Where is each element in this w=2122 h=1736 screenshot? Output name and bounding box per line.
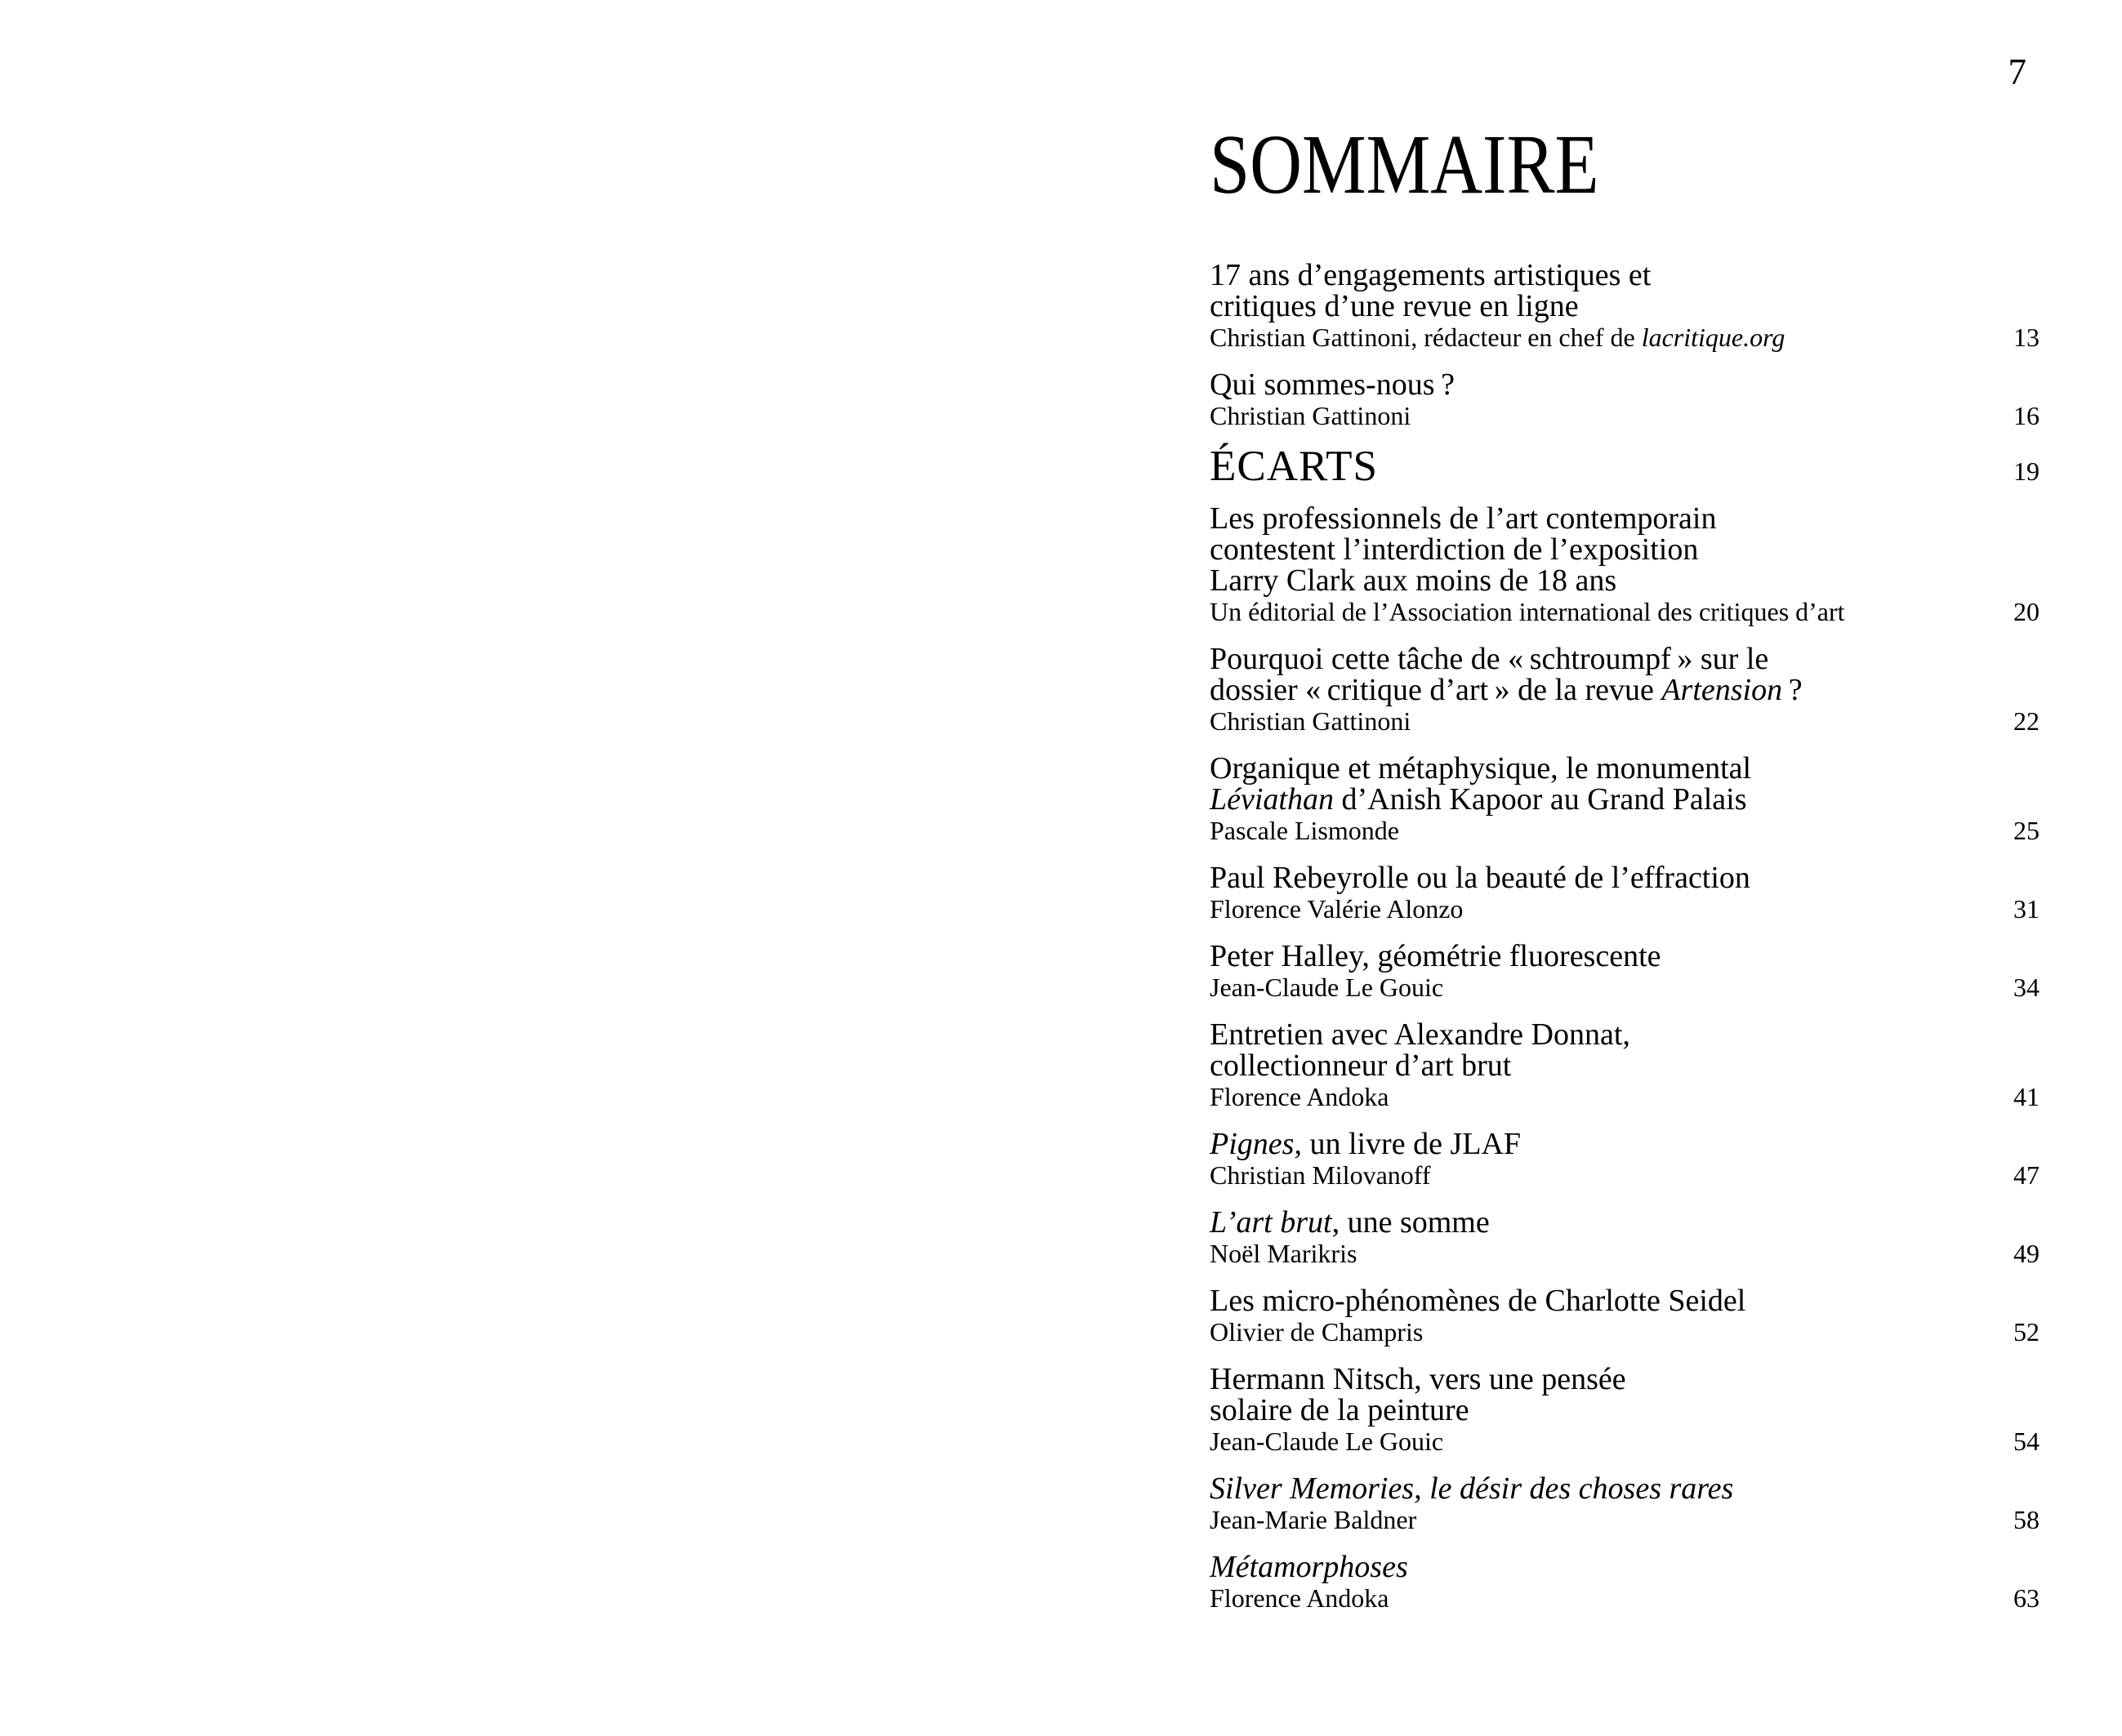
entry-title bbox=[1210, 1019, 2040, 1081]
toc-entries bbox=[1210, 260, 2040, 1614]
title-italic-segment: Métamorphoses bbox=[1210, 1550, 1408, 1584]
section-title-segment: ÉCARTS bbox=[1210, 443, 1379, 490]
entry-title bbox=[1210, 1364, 2040, 1426]
entry-title bbox=[1210, 941, 2040, 972]
entry-title bbox=[1210, 1551, 2040, 1582]
toc-entry bbox=[1210, 503, 2040, 627]
title-segment: 17 ans d’engagements artistiques et bbox=[1210, 258, 1652, 292]
entry-author bbox=[1210, 893, 1463, 924]
author-segment: Pascale Lismonde bbox=[1210, 816, 1399, 845]
title-italic-segment: Silver Memories, le désir des choses rares bbox=[1210, 1471, 1734, 1506]
entry-meta-row bbox=[1210, 706, 2040, 737]
entry-page-number: 16 bbox=[2013, 401, 2040, 430]
title-segment: contestent l’interdiction de l’exposition bbox=[1210, 532, 1699, 567]
page-title: SOMMAIRE bbox=[1210, 118, 1599, 211]
entry-title-line bbox=[1210, 1019, 2040, 1050]
entry-page-number: 63 bbox=[2013, 1583, 2040, 1613]
entry-title-line bbox=[1210, 643, 2040, 674]
entry-author bbox=[1210, 1426, 1443, 1457]
entry-author bbox=[1210, 1081, 1389, 1112]
author-segment: Florence Andoka bbox=[1210, 1082, 1389, 1111]
page-number-folio: 7 bbox=[2008, 51, 2026, 92]
title-segment: Larry Clark aux moins de 18 ans bbox=[1210, 563, 1617, 598]
author-segment: Jean-Marie Baldner bbox=[1210, 1505, 1417, 1534]
entry-page-number: 25 bbox=[2013, 816, 2040, 845]
entry-author bbox=[1210, 972, 1443, 1003]
title-segment: collectionneur d’art brut bbox=[1210, 1048, 1512, 1083]
author-segment: Olivier de Champris bbox=[1210, 1317, 1424, 1347]
title-segment: Organique et métaphysique, le monumental bbox=[1210, 751, 1752, 786]
title-segment: Les micro-phénomènes de Charlotte Seidel bbox=[1210, 1284, 1746, 1318]
entry-meta-row bbox=[1210, 322, 2040, 353]
entry-title bbox=[1210, 643, 2040, 706]
entry-title-line bbox=[1210, 1551, 2040, 1582]
entry-page-number: 58 bbox=[2013, 1505, 2040, 1534]
author-segment: Un éditorial de l’Association international des critiques d’art bbox=[1210, 597, 1845, 626]
title-segment: dossier « critique d’art » de la revue bbox=[1210, 673, 1662, 707]
entry-meta-row bbox=[1210, 815, 2040, 846]
title-segment: Hermann Nitsch, vers une pensée bbox=[1210, 1362, 1626, 1396]
author-italic-segment: lacritique.org bbox=[1641, 323, 1785, 352]
entry-title-line bbox=[1210, 674, 2040, 706]
author-segment: Christian Milovanoff bbox=[1210, 1160, 1431, 1190]
entry-author bbox=[1210, 322, 1785, 353]
toc-section-entry bbox=[1210, 443, 2040, 490]
entry-page-number: 20 bbox=[2013, 597, 2040, 626]
entry-meta-row bbox=[1210, 1504, 2040, 1535]
toc-entry bbox=[1210, 1364, 2040, 1457]
entry-page-number: 47 bbox=[2013, 1160, 2040, 1190]
entry-author bbox=[1210, 1316, 1423, 1347]
entry-title bbox=[1210, 1128, 2040, 1160]
entry-page-number: 31 bbox=[2013, 894, 2040, 924]
entry-title bbox=[1210, 753, 2040, 815]
toc-entry bbox=[1210, 1019, 2040, 1112]
title-segment: Pourquoi cette tâche de « schtroumpf » sur le bbox=[1210, 642, 1769, 676]
entry-title bbox=[1210, 503, 2040, 596]
entry-title-line bbox=[1210, 1207, 2040, 1238]
author-segment: Christian Gattinoni, rédacteur en chef de bbox=[1210, 323, 1642, 352]
entry-title-line bbox=[1210, 534, 2040, 565]
entry-title-line bbox=[1210, 503, 2040, 534]
entry-title-line bbox=[1210, 1364, 2040, 1395]
title-segment: ? bbox=[1782, 673, 1803, 707]
section-row bbox=[1210, 443, 2040, 490]
entry-title bbox=[1210, 1473, 2040, 1504]
entry-page-number: 52 bbox=[2013, 1317, 2040, 1347]
toc-entry bbox=[1210, 1473, 2040, 1535]
entry-author bbox=[1210, 1582, 1389, 1614]
entry-title bbox=[1210, 369, 2040, 400]
entry-page-number: 19 bbox=[2013, 456, 2040, 486]
entry-page-number: 34 bbox=[2013, 973, 2040, 1002]
title-segment: , une somme bbox=[1331, 1205, 1490, 1240]
entry-title-line bbox=[1210, 784, 2040, 815]
entry-author bbox=[1210, 815, 1399, 846]
entry-title-line bbox=[1210, 565, 2040, 596]
author-segment: Jean-Claude Le Gouic bbox=[1210, 1427, 1444, 1456]
entry-page-number: 54 bbox=[2013, 1427, 2040, 1456]
author-segment: Christian Gattinoni bbox=[1210, 706, 1411, 736]
toc-entry bbox=[1210, 643, 2040, 737]
title-segment: Les professionnels de l’art contemporain bbox=[1210, 501, 1717, 536]
entry-title-line bbox=[1210, 1395, 2040, 1426]
entry-title-line bbox=[1210, 941, 2040, 972]
entry-author bbox=[1210, 596, 1845, 627]
title-segment: Paul Rebeyrolle ou la beauté de l’effraction bbox=[1210, 861, 1750, 895]
title-segment: critiques d’une revue en ligne bbox=[1210, 289, 1579, 323]
author-segment: Jean-Claude Le Gouic bbox=[1210, 973, 1444, 1002]
entry-title-line bbox=[1210, 369, 2040, 400]
title-italic-segment: Artension bbox=[1661, 673, 1783, 707]
toc-entry bbox=[1210, 369, 2040, 431]
entry-title-line bbox=[1210, 291, 2040, 322]
entry-meta-row bbox=[1210, 893, 2040, 924]
entry-author bbox=[1210, 1504, 1416, 1535]
entry-title bbox=[1210, 1285, 2040, 1316]
entry-title-line bbox=[1210, 1285, 2040, 1316]
title-segment: Entretien avec Alexandre Donnat, bbox=[1210, 1017, 1630, 1052]
toc-entry bbox=[1210, 753, 2040, 846]
entry-title-line bbox=[1210, 1473, 2040, 1504]
toc-entry bbox=[1210, 941, 2040, 1003]
toc-entry bbox=[1210, 1551, 2040, 1614]
entry-author bbox=[1210, 706, 1411, 737]
title-italic-segment: Léviathan bbox=[1210, 782, 1334, 817]
title-italic-segment: Pignes, bbox=[1210, 1127, 1302, 1161]
entry-meta-row bbox=[1210, 972, 2040, 1003]
entry-meta-row bbox=[1210, 1081, 2040, 1112]
entry-title-line bbox=[1210, 1128, 2040, 1160]
entry-title-line bbox=[1210, 753, 2040, 784]
author-segment: Florence Andoka bbox=[1210, 1583, 1389, 1613]
entry-page-number: 41 bbox=[2013, 1082, 2040, 1111]
author-segment: Noël Marikris bbox=[1210, 1239, 1357, 1268]
entry-page-number: 13 bbox=[2013, 323, 2040, 352]
toc-entry bbox=[1210, 1128, 2040, 1191]
title-segment: Qui sommes-nous ? bbox=[1210, 367, 1455, 402]
entry-meta-row bbox=[1210, 1582, 2040, 1614]
title-italic-segment: L’art brut bbox=[1210, 1205, 1332, 1240]
author-segment: Christian Gattinoni bbox=[1210, 401, 1411, 430]
entry-author bbox=[1210, 400, 1411, 431]
title-segment: d’Anish Kapoor au Grand Palais bbox=[1333, 782, 1747, 817]
entry-author bbox=[1210, 1160, 1431, 1191]
title-segment: un livre de JLAF bbox=[1301, 1127, 1522, 1161]
entry-meta-row bbox=[1210, 1160, 2040, 1191]
entry-title bbox=[1210, 1207, 2040, 1238]
toc-entry bbox=[1210, 1207, 2040, 1269]
entry-title-line bbox=[1210, 862, 2040, 893]
entry-meta-row bbox=[1210, 1238, 2040, 1269]
entry-title-line bbox=[1210, 260, 2040, 291]
entry-page-number: 49 bbox=[2013, 1239, 2040, 1268]
toc-entry bbox=[1210, 1285, 2040, 1347]
entry-title bbox=[1210, 862, 2040, 893]
toc-entry bbox=[1210, 260, 2040, 353]
author-segment: Florence Valérie Alonzo bbox=[1210, 894, 1464, 924]
entry-meta-row bbox=[1210, 596, 2040, 627]
toc-entry bbox=[1210, 862, 2040, 924]
title-segment: Peter Halley, géométrie fluorescente bbox=[1210, 939, 1661, 973]
entry-meta-row bbox=[1210, 1316, 2040, 1347]
entry-title bbox=[1210, 260, 2040, 322]
section-title bbox=[1210, 443, 1379, 490]
entry-page-number: 22 bbox=[2013, 706, 2040, 736]
entry-title-line bbox=[1210, 1050, 2040, 1081]
entry-meta-row bbox=[1210, 400, 2040, 431]
entry-meta-row bbox=[1210, 1426, 2040, 1457]
entry-author bbox=[1210, 1238, 1357, 1269]
title-segment: solaire de la peinture bbox=[1210, 1393, 1469, 1427]
